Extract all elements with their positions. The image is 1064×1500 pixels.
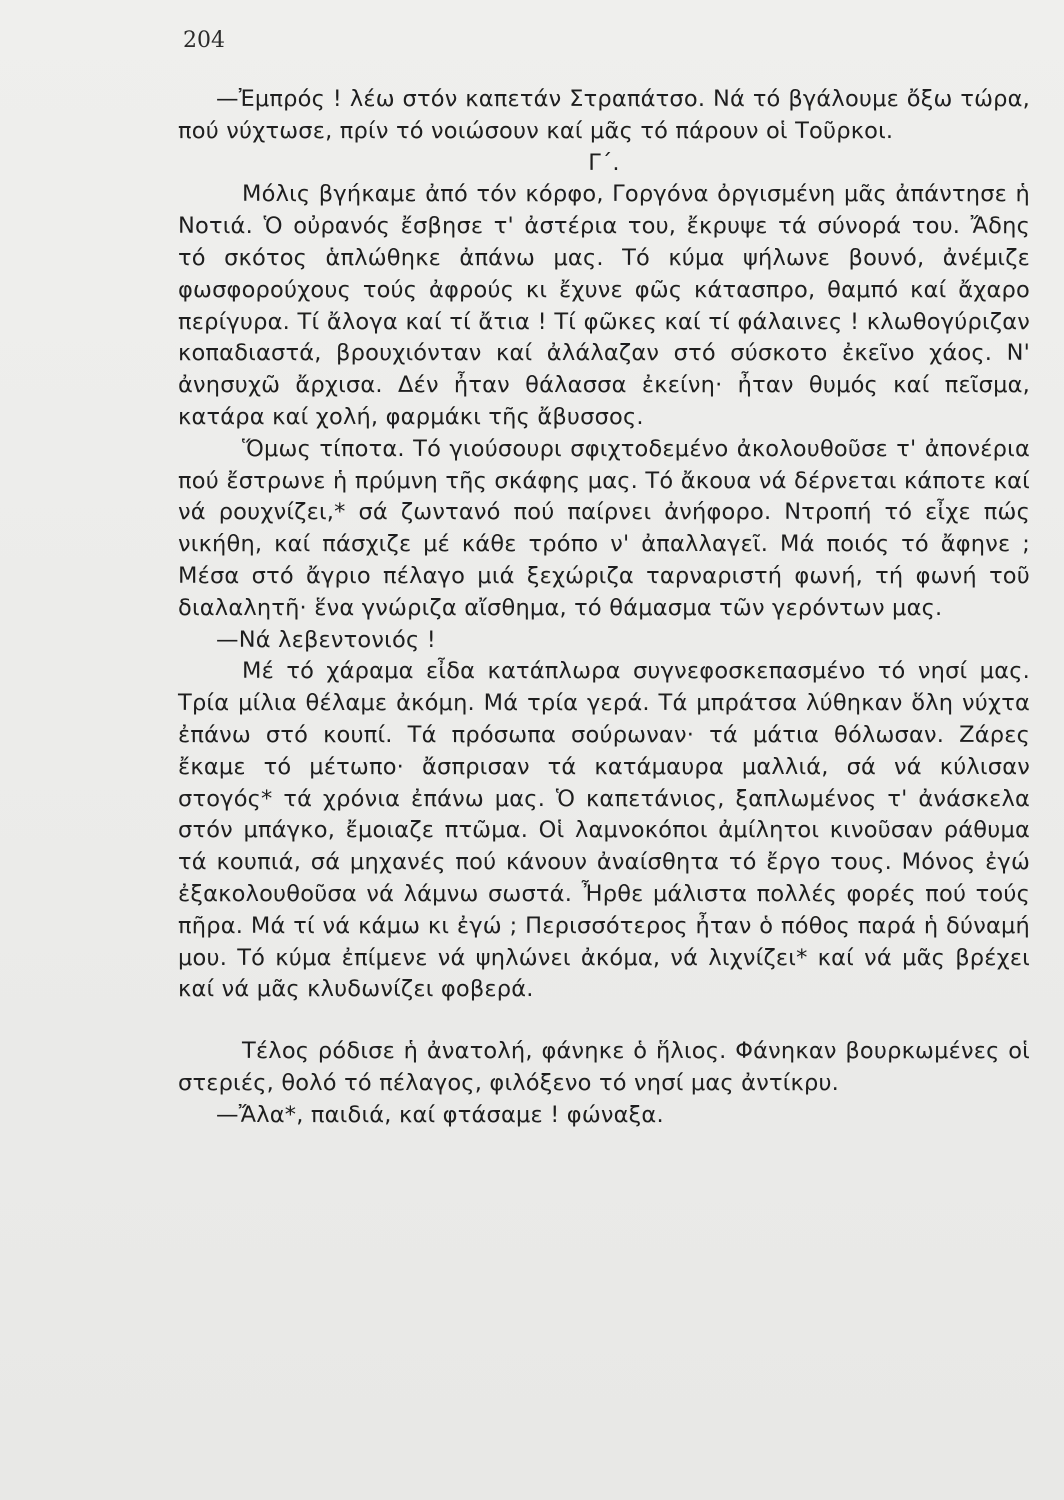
paragraph-dialogue-3: —Ἄλα*, παιδιά, καί φτάσαμε ! φώναξα. bbox=[216, 1101, 664, 1128]
paragraph-5: Μέ τό χάραμα εἶδα κατάπλωρα συγνεφοσκεπασμένο τό νησί μας. Τρία μίλια θέλαμε ἀκόμη. Μά τρία γερά. Τά μπράτσα λύθηκαν ὅλη νύχτα ἐπάνω στό κουπί. Τά πρόσωπα σούρωναν· τά μάτια θόλωσαν. Ζάρες ἔκαμε τό μέτωπο· ἄσπρισαν τά κατάμαυρα μαλλιά, σά νά κύλισαν στογός* τά χρόνια ἐπάνω μας. Ὁ καπετάνιος, ξαπλωμένος τ' ἀνάσκελα στόν μπάγκο, ἔμοιαζε πτῶμα. Οἱ λαμνοκόποι ἀμίλητοι κινοῦσαν ράθυμα τά κουπιά, σά μηχανές πού κάνουν ἀναίσθητα τό ἔργο τους. Μόνος ἐγώ ἐξακολουθοῦσα νά λάμνω σωστά. Ἦρθε μάλιστα πολλές φορές πού τούς πῆρα. Μά τί νά κάμω κι ἐγώ ; Περισσότερος ἦταν ὁ πόθος παρά ἡ δύναμή μου. Τό κύμα ἐπίμενε νά ψηλώνει ἀκόμα, νά λιχνίζει* καί νά μᾶς βρέχει καί νά μᾶς κλυδωνίζει φοβερά. bbox=[178, 658, 1030, 1003]
section-heading: Γ΄. bbox=[588, 149, 620, 176]
paragraph-2: Μόλις βγήκαμε ἀπό τόν κόρφο, Γοργόνα ὀργισμένη μᾶς ἀπάντησε ἡ Νοτιά. Ὁ οὐρανός ἔσβησε τ' ἀστέρια του, ἔκρυψε τά σύνορά του. Ἄδης τό σκότος ἁπλώθηκε ἀπάνω μας. Τό κύμα ψήλωνε βουνό, ἀνέμιζε φωσφορούχους τούς ἀφρούς κι ἔχυνε φῶς κάτασπρο, θαμπό καί ἄχαρο περίγυρα. Τί ἄλογα καί τί ἄτια ! Τί φῶκες καί τί φάλαινες ! κλωθογύριζαν κοπαδιαστά, βρουχιόνταν καί ἀλάλαζαν στό σύσκοτο ἐκεῖνο χάος. Ν' ἀνησυχῶ ἄρχισα. Δέν ἦταν θάλασσα ἐκείνη· ἦταν θυμός καί πεῖσμα, κατάρα καί χολή, φαρμάκι τῆς ἄβυσσος. bbox=[178, 181, 1030, 430]
page-number: 204 bbox=[183, 28, 225, 53]
paragraph-6: Τέλος ρόδισε ἡ ἀνατολή, φάνηκε ὁ ἥλιος. Φάνηκαν βουρκωμένες οἱ στεριές, θολό τό πέλαγος, φιλόξενο τό νησί μας ἀντίκρυ. bbox=[178, 1038, 1030, 1096]
paragraph-gap bbox=[178, 1006, 1030, 1036]
paragraph-dialogue-1: —Ἐμπρός ! λέω στόν καπετάν Στραπάτσο. Νά τό βγάλουμε ὄξω τώρα, πού νύχτωσε, πρίν τό νοιώσουν καί μᾶς τό πάρουν οἱ Τοῦρκοι. bbox=[178, 86, 1030, 144]
paragraph-3: Ὅμως τίποτα. Τό γιούσουρι σφιχτοδεμένο ἀκολουθοῦσε τ' ἀπονέρια πού ἔστρωνε ἡ πρύμνη τῆς σκάφης μας. Τό ἄκουα νά δέρνεται κάποτε καί νά ρουχνίζει,* σά ζωντανό πού παίρνει ἀνήφορο. Ντροπή τό εἶχε πώς νικήθη, καί πάσχιζε μέ κάθε τρόπο ν' ἀπαλλαγεῖ. Μά ποιός τό ἄφηνε ; Μέσα στό ἄγριο πέλαγο μιά ξεχώριζα ταρναριστή φωνή, τή φωνή τοῦ διαλαλητῆ· ἕνα γνώριζα αἴσθημα, τό θάμασμα τῶν γερόντων μας. bbox=[178, 435, 1030, 621]
body-text bbox=[178, 84, 1030, 1132]
paragraph-dialogue-2: —Νά λεβεντονιός ! bbox=[216, 626, 436, 653]
